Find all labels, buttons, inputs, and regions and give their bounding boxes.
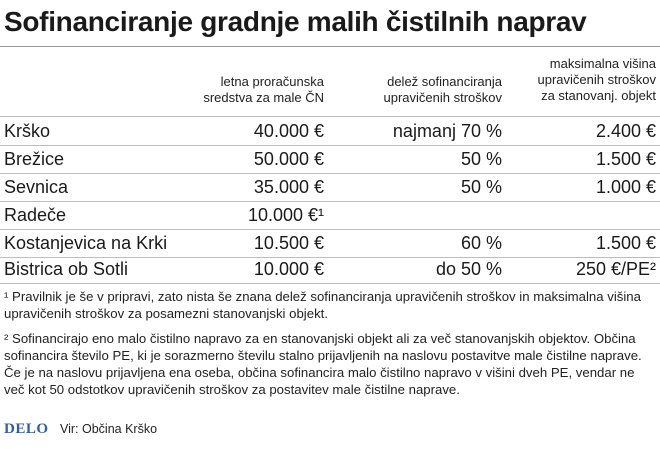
table-bottom-divider: [0, 283, 660, 284]
cell-share: 50 %: [460, 177, 502, 197]
cell-budget: 10.000 €¹: [247, 205, 324, 225]
cell-budget: 10.000 €: [253, 259, 324, 279]
cell-municipality: Brežice: [4, 149, 65, 169]
footnotes: [4, 288, 656, 406]
cell-share: 50 %: [460, 149, 502, 169]
table-row: [0, 174, 660, 201]
cell-municipality: Bistrica ob Sotli: [4, 259, 129, 279]
cell-budget: 50.000 €: [253, 149, 324, 169]
cell-max: 250 €/PE²: [575, 259, 656, 279]
cell-max: 2.400 €: [595, 121, 656, 141]
table-row: [0, 202, 660, 229]
title-divider: [0, 46, 660, 47]
header-max-eligible-cost: maksimalna višina upravičenih stroškov za stanovanj. objekt: [537, 56, 656, 103]
table-row: [0, 118, 660, 145]
cell-municipality: Krško: [4, 121, 51, 141]
table-row: [0, 230, 660, 257]
cell-municipality: Kostanjevica na Krki: [4, 233, 168, 253]
cell-budget: 40.000 €: [253, 121, 324, 141]
cell-share: najmanj 70 %: [392, 121, 502, 141]
header-divider: [0, 116, 660, 117]
delo-logo: DELO: [4, 421, 49, 437]
cell-max: 1.500 €: [595, 233, 656, 253]
source-footer: [4, 421, 157, 438]
cell-budget: 10.500 €: [253, 233, 324, 253]
source-text: Vir: Občina Krško: [60, 422, 158, 436]
footnote-2: ² Sofinancirajo eno malo čistilno napravo za en stanovanjski objekt ali za več stanovanjskih objektov. Občina sofinancira število PE, ki je sorazmerno številu stalno prijavljenih na naslovu postavitve male čistilne naprave. Če je na naslovu prijavljena ena oseba, občina sofinancira malo čistilno napravo v višini dveh PE, vendar ne več kot 50 odstotkov upravičenih stroškov za postavitev male čistilne naprave.: [4, 331, 642, 397]
cell-municipality: Radeče: [4, 205, 67, 225]
cell-share: do 50 %: [435, 259, 502, 279]
cell-municipality: Sevnica: [4, 177, 69, 197]
table-row: [0, 146, 660, 173]
footnote-1: ¹ Pravilnik je še v pripravi, zato nista še znana delež sofinanciranja upravičenih stroškov in maksimalna višina upravičenih stroškov za posamezni stanovanjski objekt.: [4, 289, 641, 321]
table-row: [0, 256, 660, 283]
page-title: Sofinanciranje gradnje malih čistilnih naprav: [4, 6, 587, 37]
cell-share: 60 %: [460, 233, 502, 253]
cell-budget: 35.000 €: [253, 177, 324, 197]
header-cofinancing-share: delež sofinanciranja upravičenih stroškov: [383, 74, 502, 105]
cell-max: 1.500 €: [595, 149, 656, 169]
header-annual-budget: letna proračunska sredstva za male ČN: [203, 74, 324, 105]
cell-max: 1.000 €: [595, 177, 656, 197]
